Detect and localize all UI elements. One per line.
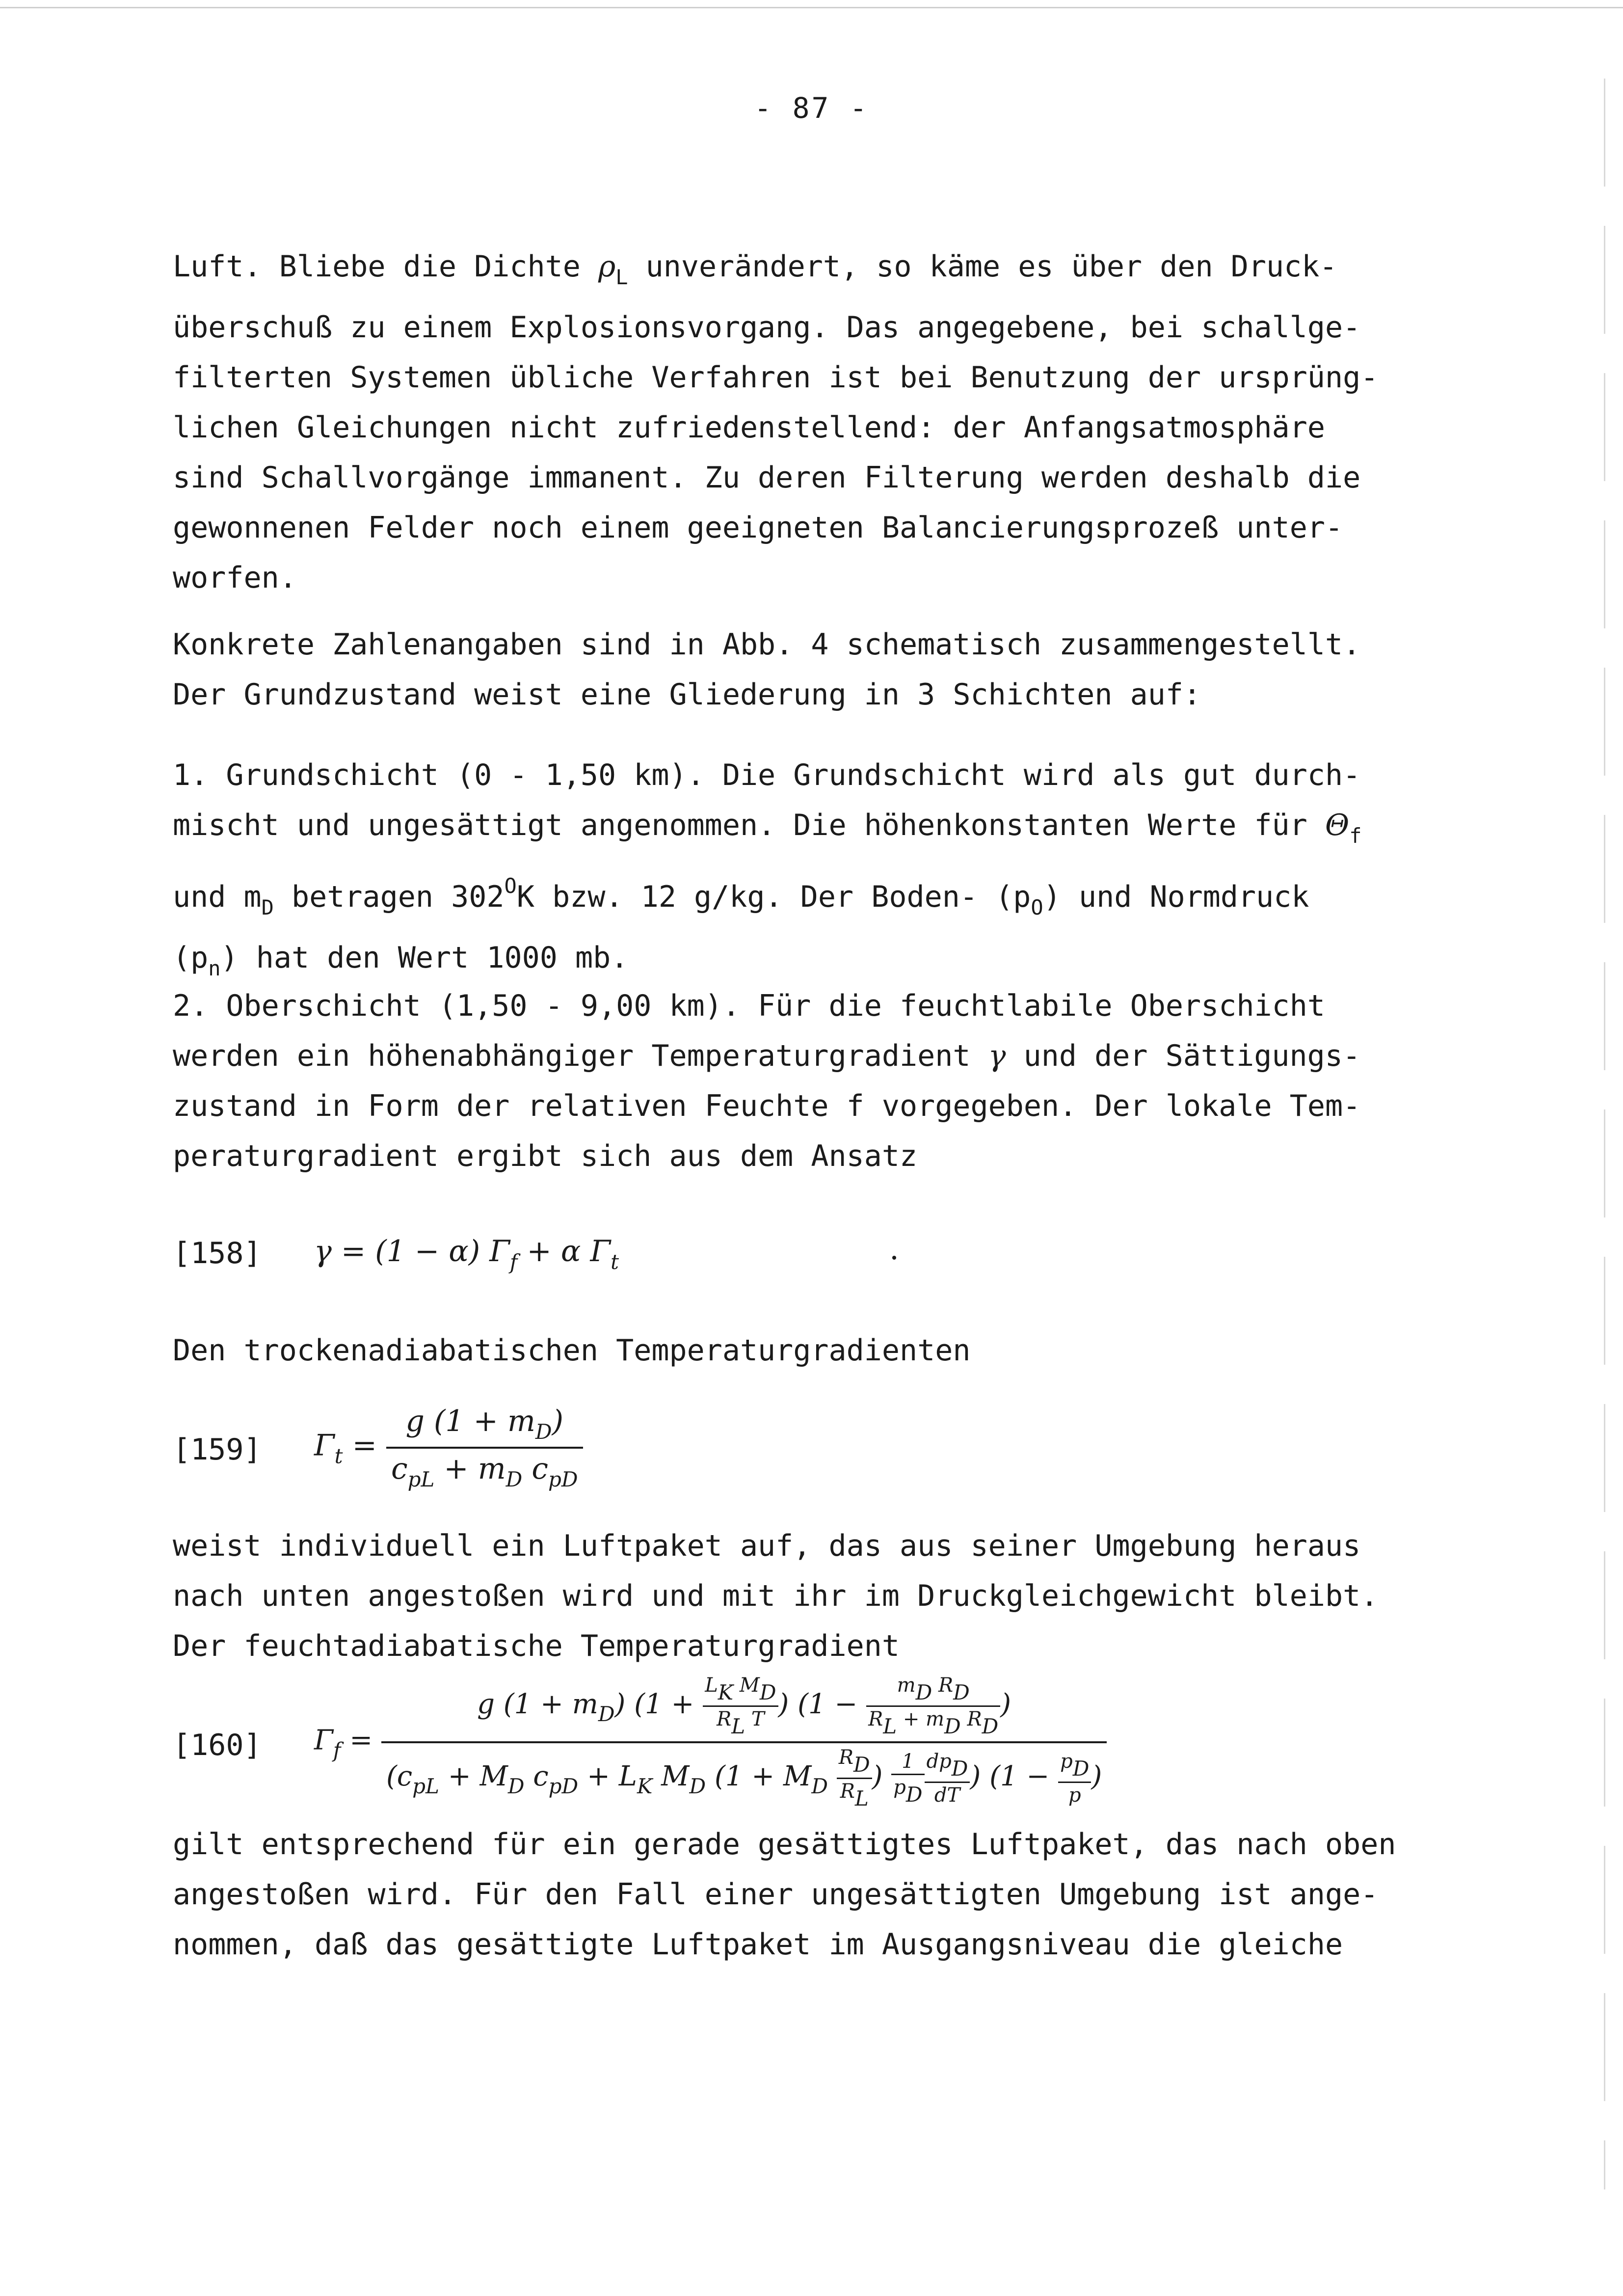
paragraph-1: [173, 242, 1542, 603]
paragraph-6: [173, 1521, 1542, 1671]
paragraph-2-line-2: Der Grundzustand weist eine Gliederung in 3 Schichten auf:: [173, 677, 1201, 712]
paragraph-6-line-3: Der feuchtadiabatische Temperaturgradient: [173, 1629, 900, 1663]
paragraph-1-line-2: überschuß zu einem Explosionsvorgang. Das angegebene, bei schallge-: [173, 310, 1361, 345]
paragraph-5-line-1: Den trockenadiabatischen Temperaturgradienten: [173, 1333, 971, 1368]
paragraph-1-line-3: filterten Systemen übliche Verfahren ist bei Benutzung der ursprüng-: [173, 360, 1379, 395]
grundschicht-line-3: und $m_D$ betragen $302^OK$ bzw. 12 g/kg. Der Boden- $(p_O)$ und Normdruck: [173, 874, 1309, 919]
paragraph-2-line-1: Konkrete Zahlenangaben sind in Abb. 4 schematisch zusammengestellt.: [173, 627, 1361, 662]
grundschicht-line-4: $(p_n)$ hat den Wert 1000 mb.: [173, 941, 629, 980]
equation-159-formula: $\Gamma_t$ = $\frac{g (1 + m_D)}{c_{pL} + m_D c_{pD}}$: [314, 1404, 583, 1491]
paragraph-7-line-1: gilt entsprechend für ein gerade gesättigtes Luftpaket, das nach oben: [173, 1827, 1396, 1862]
oberschicht-line-2: werden ein höhenabhängiger Temperaturgradient γ und der Sättigungs-: [173, 1039, 1360, 1073]
paragraph-1-line-6: gewonnenen Felder noch einem geeigneten Balancierungsprozeß unter-: [173, 511, 1343, 545]
paragraph-grundschicht: [173, 750, 1542, 994]
paragraph-1-line-4: lichen Gleichungen nicht zufriedenstellend: der Anfangsatmosphäre: [173, 410, 1325, 445]
paragraph-1-line-7: worfen.: [173, 561, 297, 595]
page-number: - 87 -: [754, 91, 869, 125]
right-margin-scan-line: [1604, 79, 1605, 2189]
equation-160-denominator: ($c_{pL} + M_D$ $c_{pD} + L_K$ $M_D$ ($1 + M_D$ $\frac{RD}{RL}$ ) $\frac{1}{pD}$ $\frac{\text{dpD}}{dT}$ ) (1 − $\frac{pD}{p}$ ): [386, 1746, 1102, 1810]
top-scan-rule: [0, 0, 1623, 8]
paragraph-6-line-1: weist individuell ein Luftpaket auf, das aus seiner Umgebung heraus: [173, 1529, 1361, 1563]
equation-158: [173, 1227, 1547, 1281]
equation-160-formula: $\Gamma_f$ = g $(1 + m_D)$ (1 + $\frac{\text{LK MD}}{\text{RL T}}$ ) (1 − $\frac{\text{mD RD}}{\text{RL + mD RD}}$ ) ($c_{pL} + M_D$ $c_{pD} + L_K$ $M_D$ ($1 + M_D$ $\frac{RD}{RL}$ ) $\frac{1}{pD}$ $\frac{\text{dpD}}{dT}$ ) (1 − $\frac{pD}{p}$ ): [314, 1674, 1107, 1810]
paragraph-1-line-5: sind Schallvorgänge immanent. Zu deren Filterung werden deshalb die: [173, 460, 1361, 495]
equation-160-numerator: g $(1 + m_D)$ (1 + $\frac{\text{LK MD}}{\text{RL T}}$ ) (1 − $\frac{\text{mD RD}}{\text{RL + mD RD}}$ ): [381, 1674, 1107, 1743]
paragraph-1-line-1: Luft. Bliebe die Dichte $\rho_L$ unverändert, so käme es über den Druck-: [173, 249, 1337, 289]
paragraph-7: [173, 1819, 1542, 1970]
oberschicht-line-4: peraturgradient ergibt sich aus dem Ansatz: [173, 1139, 918, 1173]
grundschicht-line-2: mischt und ungesättigt angenommen. Die höhenkonstanten Werte für $\Theta_f$: [173, 808, 1362, 848]
equation-159: [173, 1404, 1547, 1492]
equation-159-number: [159]: [173, 1432, 262, 1467]
oberschicht-line-3: zustand in Form der relativen Feuchte f vorgegeben. Der lokale Tem-: [173, 1089, 1361, 1123]
oberschicht-line-1: 2. Oberschicht (1,50 - 9,00 km). Für die feuchtlabile Oberschicht: [173, 989, 1325, 1023]
equation-160-fraction: [381, 1674, 1107, 1810]
stray-dot: [892, 1256, 896, 1260]
paragraph-7-line-2: angestoßen wird. Für den Fall einer ungesättigten Umgebung ist ange-: [173, 1877, 1379, 1912]
paragraph-6-line-2: nach unten angestoßen wird und mit ihr im Druckgleichgewicht bleibt.: [173, 1579, 1379, 1613]
equation-159-fraction: $\frac{g (1 + m_D)}{c_{pL} + m_D c_{pD}}$: [386, 1404, 583, 1491]
paragraph-7-line-3: nommen, daß das gesättigte Luftpaket im Ausgangsniveau die gleiche: [173, 1927, 1343, 1962]
equation-160: [173, 1674, 1547, 1811]
grundschicht-line-1: 1. Grundschicht (0 - 1,50 km). Die Grundschicht wird als gut durch-: [173, 758, 1361, 792]
paragraph-2: [173, 620, 1542, 720]
equation-158-number: [158]: [173, 1236, 262, 1270]
equation-160-number: [160]: [173, 1728, 262, 1762]
paragraph-oberschicht: [173, 981, 1542, 1181]
equation-158-formula: γ = (1 − α) $\Gamma_f + \alpha$ $\Gamma_t$: [314, 1234, 619, 1274]
paragraph-5: [173, 1325, 1542, 1376]
